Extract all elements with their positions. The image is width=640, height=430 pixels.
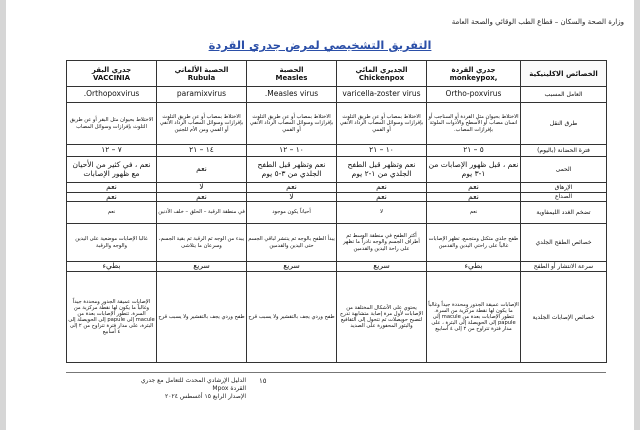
row-label: تضخم الغدد الليمفاوية [521, 202, 607, 224]
table-cell: نعم [67, 192, 157, 202]
table-row [67, 145, 607, 157]
table-cell: نعم وتظهر قبل الطفح الجلدي من ١-٢ يوم [337, 157, 427, 183]
table-cell: نعم [67, 202, 157, 224]
title-text: التفريق التشخيصي لمرض جدري القردة [208, 38, 432, 52]
table-cell: سريع [247, 262, 337, 272]
table-cell: ٥ – ٢١ [427, 145, 521, 157]
table-cell: Measles virus. [247, 87, 337, 103]
column-header: الجديري المائي Chickenpox [337, 61, 427, 87]
page-number: ١٥ [259, 377, 267, 385]
table-cell: يبدء من الوجه ثم الرقبة ثم بقية الجسم، وسرعان ما يتلاشى [157, 224, 247, 262]
table-cell: الاختلاط بحيوان مثل البقر أو عن طريق التلوث بإفرازات وسوائل المصاب [67, 103, 157, 145]
footer-line: الدليل الإرشادي المحدث للتعامل مع جدري القردة Mpox [140, 377, 246, 392]
table-cell: ١٠ – ١٢ [247, 145, 337, 157]
table-cell: بطيء [427, 262, 521, 272]
table-cell: طفح وردي يجف بالتقشير ولا يسبب قرح [247, 272, 337, 363]
footer-divider [66, 372, 606, 373]
table-cell: نعم [337, 192, 427, 202]
row-label: الحمى [521, 157, 607, 183]
table-cell: نعم [157, 157, 247, 183]
footer-line: الإصدار الرابع ١٥ أغسطس ٢٠٢٤ [165, 393, 246, 400]
table-cell: سريع [157, 262, 247, 272]
table-cell: نعم ، في كثير من الأحيان مع ظهور الإصابات [67, 157, 157, 183]
table-cell: Orthopoxvirus. [67, 87, 157, 103]
table-row [67, 202, 607, 224]
table-row [67, 157, 607, 183]
table-cell: غالبا الإصابات موضعية على اليدين والوجه والرقبة [67, 224, 157, 262]
table-cell: الاختلاط بمصاب أو عن طريق التلوث بإفرازات وسوائل المصاب الرذاذ الأنفي أو الفمي ومن الأم للجنين [157, 103, 247, 145]
ministry-header: وزارة الصحة والسكان – قطاع الطب الوقائي والصحة العامة [451, 18, 624, 26]
table-row [67, 272, 607, 363]
column-header: جدري البقر VACCINIA [67, 61, 157, 87]
table-row [67, 103, 607, 145]
table-cell: نعم [67, 183, 157, 193]
table-cell: الاختلاط بمصاب أو عن طريق التلوث بإفرازات وسوائل المصاب الرذاذ الأنفي أو الفمي [247, 103, 337, 145]
table-cell: ٧ – ١٢ [67, 145, 157, 157]
row-label: خصائص الإصابات الجلدية [521, 272, 607, 363]
column-header: الخصائص الاكلينيكية [521, 61, 607, 87]
table-cell: لا [247, 192, 337, 202]
table-cell: نعم [247, 183, 337, 193]
column-header: جدري القردة monkeypox, [427, 61, 521, 87]
table-cell: الإصابات عميقة الجذور ومحددة جيداً وغالباً ما يكون لها نقطة مركزية من السرة. تتطور الإصابات بعدة من macule إلى papule إلى الحويصلة إلى البثرة ، على مدار فترة تتراوح من ٢ إلى ٤ أسابيع [427, 272, 521, 363]
table-row [67, 87, 607, 103]
table-cell: أحياناً يكون موجود [247, 202, 337, 224]
table-cell: بطيء [67, 262, 157, 272]
table-header-row [67, 61, 607, 87]
table-cell: يبدأ الطفح بالوجه ثم ينتشر لباقي الجسم حتى اليدين والقدمين [247, 224, 337, 262]
table-cell: ١٤ – ٢١ [157, 145, 247, 157]
row-label: الإرهاق [521, 183, 607, 193]
table-row [67, 224, 607, 262]
table-cell: سريع [337, 262, 427, 272]
table-cell: paramixvirus [157, 87, 247, 103]
table-cell: لا [157, 183, 247, 193]
row-label: العامل المسبب [521, 87, 607, 103]
table-cell: الإصابات عميقة الجذور ومحددة جيداً وغالباً ما يكون لها نقطة مركزية من السرة. تتطور الإصابات بعدة من macule إلى papule إلى الحويصلة إلى البثرة، على مدار فترة تتراوح من ٢ إلى ٤ أسابيع [67, 272, 157, 363]
table-cell: يحتوي على الأشكال المختلفة من الإصابات لأول مرة إصابة متشابهة تدرج لتصبح حويصلات ثم تتحول إلى الثقافيع والبثور المحفورة على الصديد [337, 272, 427, 363]
row-label: خصائص الطفح الجلدي [521, 224, 607, 262]
table-cell: طفح جلدي متكتل ومتجمع، تظهر الإصابات غالباً على راحتي اليدين والقدمين [427, 224, 521, 262]
table-cell: varicella-zoster virus [337, 87, 427, 103]
table-cell: أكثر الطفح في منطقة الوسط ثم أطراف الجسم والوجه نادراً ما تظهر على راحة اليدين والقدمين [337, 224, 427, 262]
row-label: طرق النقل [521, 103, 607, 145]
table-cell: نعم ، قبل ظهور الإصابات من ١-٣ يوم [427, 157, 521, 183]
table-cell: لا [337, 202, 427, 224]
footer-text [126, 377, 246, 401]
table-cell: نعم وتظهر قبل الطفح الجلدي من ٣-٥ يوم [247, 157, 337, 183]
table-cell: طفح وردي يجف بالتقشير ولا يسبب قرح [157, 272, 247, 363]
table-cell: الاختلاط بمصاب أو عن طريق التلوث بإفرازات وسوائل المصاب الرذاذ الأنفي أو الفمي [337, 103, 427, 145]
table-cell: في منطقة الرقبة – الحلق – خلف الأذنين [157, 202, 247, 224]
column-header: الحصبة الألماني Rubula [157, 61, 247, 87]
table-cell: Ortho-poxvirus [427, 87, 521, 103]
table-row [67, 183, 607, 193]
row-label: فترة الحضانة (باليوم) [521, 145, 607, 157]
table-cell: نعم [427, 192, 521, 202]
table-row [67, 192, 607, 202]
table-cell: نعم [157, 192, 247, 202]
row-label: سرعة الانتشار أو الطفح [521, 262, 607, 272]
page-title [6, 38, 634, 52]
table-cell: ١٠ – ٢١ [337, 145, 427, 157]
document-page [6, 0, 634, 430]
table-cell: الاختلاط بحيوان مثل القردة أو السناجب أو انسان مصاب أو الأسطح والأدوات الملوثة بإفرازات المصاب. [427, 103, 521, 145]
column-header: الحصبة Measles [247, 61, 337, 87]
table-cell: نعم [427, 202, 521, 224]
table-row [67, 262, 607, 272]
table-cell: نعم [427, 183, 521, 193]
diagnosis-table [66, 60, 607, 363]
table-cell: نعم [337, 183, 427, 193]
row-label: الصداع [521, 192, 607, 202]
